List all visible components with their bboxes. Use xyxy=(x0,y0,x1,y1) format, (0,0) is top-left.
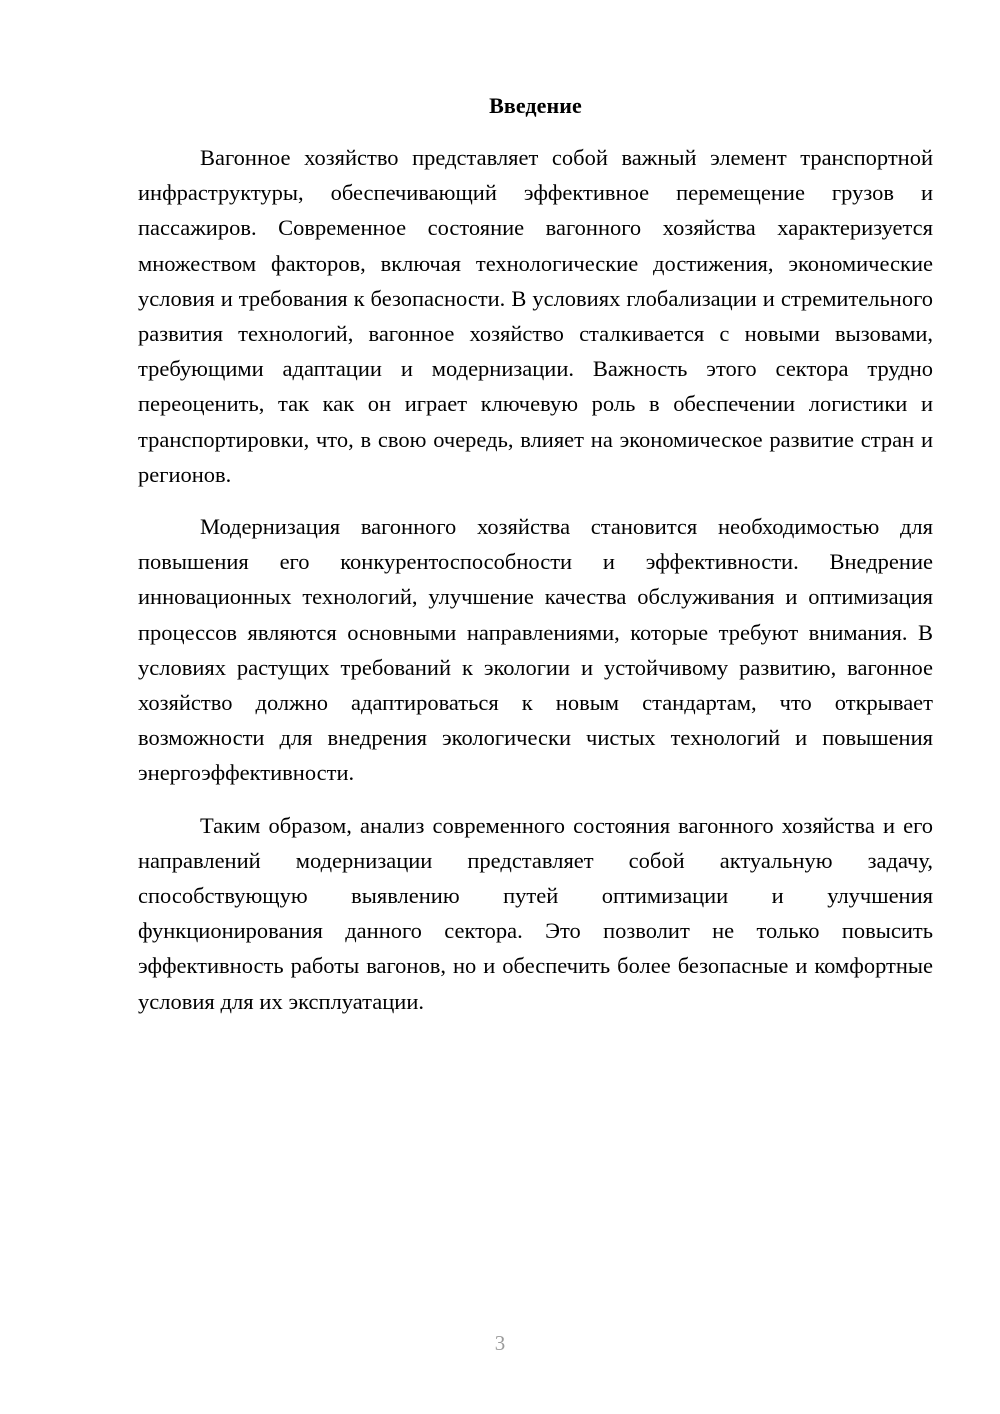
page-number: 3 xyxy=(494,1331,506,1355)
body-paragraph-1: Вагонное хозяйство представляет собой важный элемент транспортной инфраструктуры, обеспечивающий эффективное перемещение грузов и пассажиров. Современное состояние вагонного хозяйства характеризуется множеством факторов, включая технологические достижения, экономические условия и требования к безопасности. В условиях глобализации и стремительного развития технологий, вагонное хозяйство сталкивается с новыми вызовами, требующими адаптации и модернизации. Важность этого сектора трудно переоценить, так как он играет ключевую роль в обеспечении логистики и транспортировки, что, в свою очередь, влияет на экономическое развитие стран и регионов. xyxy=(138,145,933,487)
page-title: Введение xyxy=(489,93,582,118)
page-content xyxy=(138,88,933,1019)
body-paragraph-3: Таким образом, анализ современного состояния вагонного хозяйства и его направлений модернизации представляет собой актуальную задачу, способствующую выявлению путей оптимизации и улучшения функционирования данного сектора. Это позволит не только повысить эффективность работы вагонов, но и обеспечить более безопасные и комфортные условия для их эксплуатации. xyxy=(138,812,933,1014)
body-paragraph-2: Модернизация вагонного хозяйства становится необходимостью для повышения его конкурентоспособности и эффективности. Внедрение инновационных технологий, улучшение качества обслуживания и оптимизация процессов являются основными направлениями, которые требуют внимания. В условиях растущих требований к экологии и устойчивому развитию, вагонное хозяйство должно адаптироваться к новым стандартам, что открывает возможности для внедрения экологически чистых технологий и повышения энергоэффективности. xyxy=(138,514,933,786)
